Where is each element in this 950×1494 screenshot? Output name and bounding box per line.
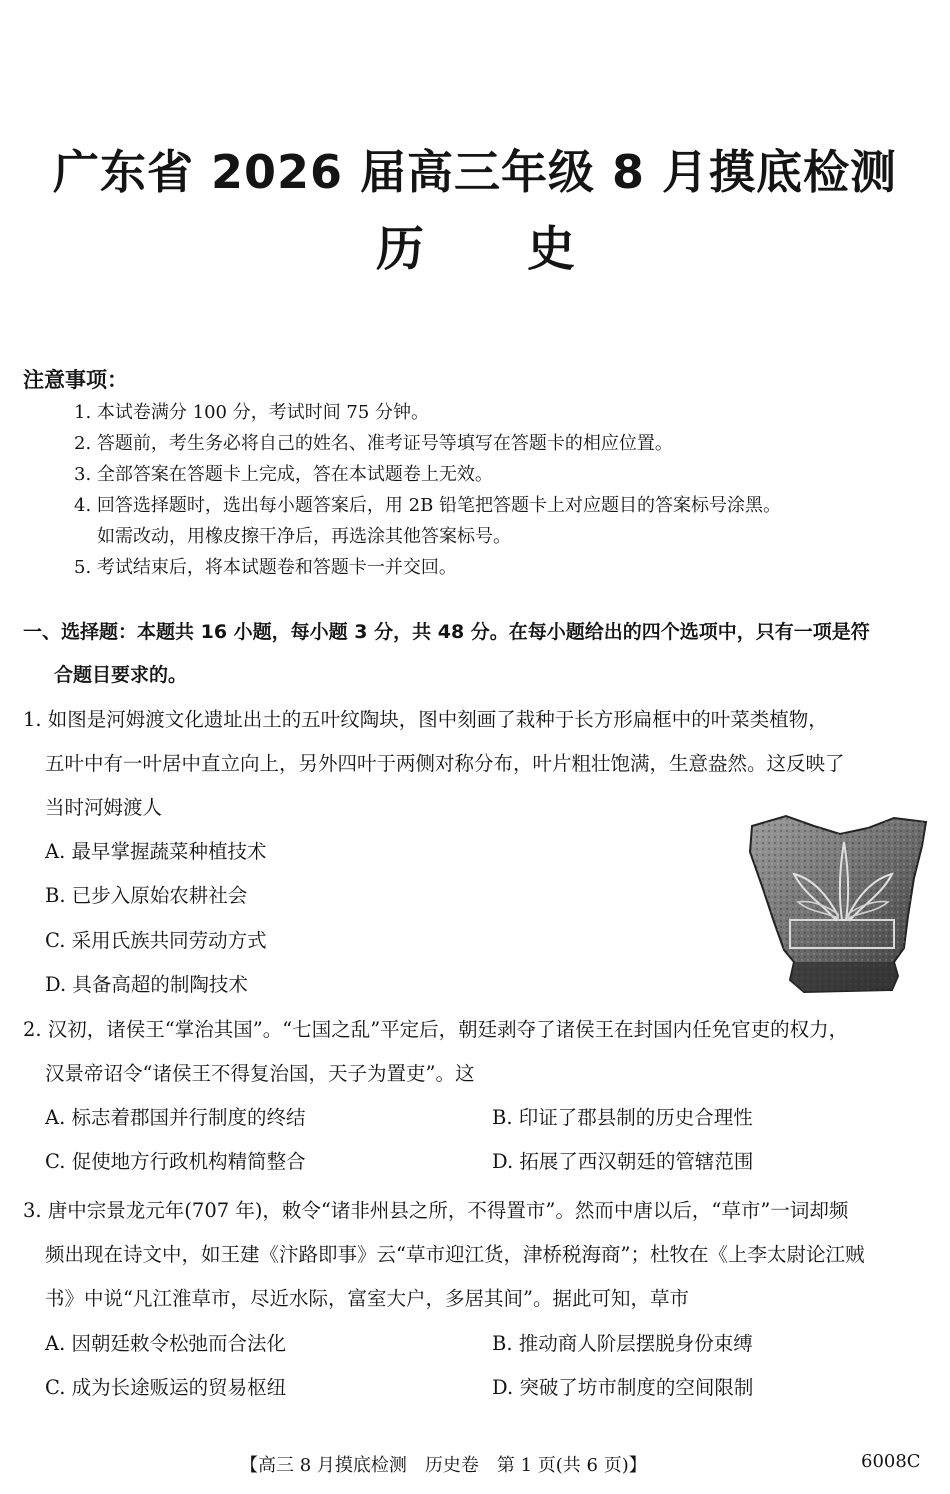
notice-item-3: 3. 全部答案在答题卡上完成，答在本试题卷上无效。 — [74, 464, 493, 485]
pottery-shard-image — [744, 812, 934, 994]
section-heading-cont: 合题目要求的。 — [54, 664, 188, 686]
question-1-option-d: D. 具备高超的制陶技术 — [45, 973, 248, 996]
paper-code: 6008C — [861, 1451, 921, 1472]
exam-title: 广东省 2026 届高三年级 8 月摸底检测 — [52, 145, 898, 199]
question-3-stem: 3. 唐中宗景龙元年(707 年)，敕令“诸非州县之所，不得置市”。然而中唐以后，“草市”一词却频 — [23, 1199, 849, 1222]
question-3-stem-cont: 频出现在诗文中，如王建《汴路即事》云“草市迎江货，津桥税海商”；杜牧在《上李太尉论江贼 — [45, 1243, 865, 1266]
question-3-option-d: D. 突破了坊市制度的空间限制 — [492, 1376, 754, 1399]
notice-item-4: 4. 回答选择题时，选出每小题答案后，用 2B 铅笔把答题卡上对应题目的答案标号涂黑。 — [74, 495, 782, 516]
notice-item-5: 5. 考试结束后，将本试题卷和答题卡一并交回。 — [74, 557, 457, 578]
page-footer: 【高三 8 月摸底检测 历史卷 第 1 页(共 6 页)】 — [240, 1455, 647, 1476]
subject-char-2: 史 — [527, 221, 576, 277]
question-1-stem-cont: 五叶中有一叶居中直立向上，另外四叶于两侧对称分布，叶片粗壮饱满，生意盎然。这反映了 — [45, 752, 845, 775]
question-1-stem: 1. 如图是河姆渡文化遗址出土的五叶纹陶块，图中刻画了栽种于长方形扁框中的叶菜类植物， — [23, 708, 828, 731]
question-3-option-c: C. 成为长途贩运的贸易枢纽 — [45, 1376, 287, 1399]
notice-item-2: 2. 答题前，考生务必将自己的姓名、准考证号等填写在答题卡的相应位置。 — [74, 433, 673, 454]
subject-char-1: 历 — [376, 221, 425, 277]
question-1-option-a: A. 最早掌握蔬菜种植技术 — [45, 840, 267, 863]
question-2-stem: 2. 汉初，诸侯王“掌治其国”。“七国之乱”平定后，朝廷剥夺了诸侯王在封国内任免官吏的权力， — [23, 1018, 849, 1041]
question-2-option-d: D. 拓展了西汉朝廷的管辖范围 — [492, 1150, 754, 1173]
question-2-option-c: C. 促使地方行政机构精简整合 — [45, 1150, 306, 1173]
question-3-option-a: A. 因朝廷敕令松弛而合法化 — [45, 1332, 286, 1355]
subject-title — [0, 210, 950, 277]
question-1-stem-cont: 当时河姆渡人 — [45, 796, 163, 819]
question-3-stem-cont: 书》中说“凡江淮草市，尽近水际，富室大户，多居其间”。据此可知，草市 — [45, 1287, 689, 1310]
question-3-option-b: B. 推动商人阶层摆脱身份束缚 — [492, 1332, 753, 1355]
question-2-option-b: B. 印证了郡县制的历史合理性 — [492, 1106, 753, 1129]
question-1-option-c: C. 采用氏族共同劳动方式 — [45, 929, 267, 952]
notice-item-4-cont: 如需改动，用橡皮擦干净后，再选涂其他答案标号。 — [97, 526, 511, 547]
section-heading: 一、选择题：本题共 16 小题，每小题 3 分，共 48 分。在每小题给出的四个选项中，只有一项是符 — [23, 621, 870, 643]
notice-heading: 注意事项： — [23, 368, 128, 392]
question-2-option-a: A. 标志着郡国并行制度的终结 — [45, 1106, 306, 1129]
notice-item-1: 1. 本试卷满分 100 分，考试时间 75 分钟。 — [74, 402, 430, 423]
question-2-stem-cont: 汉景帝诏令“诸侯王不得复治国，天子为置吏”。这 — [45, 1062, 475, 1085]
question-1-option-b: B. 已步入原始农耕社会 — [45, 884, 248, 907]
